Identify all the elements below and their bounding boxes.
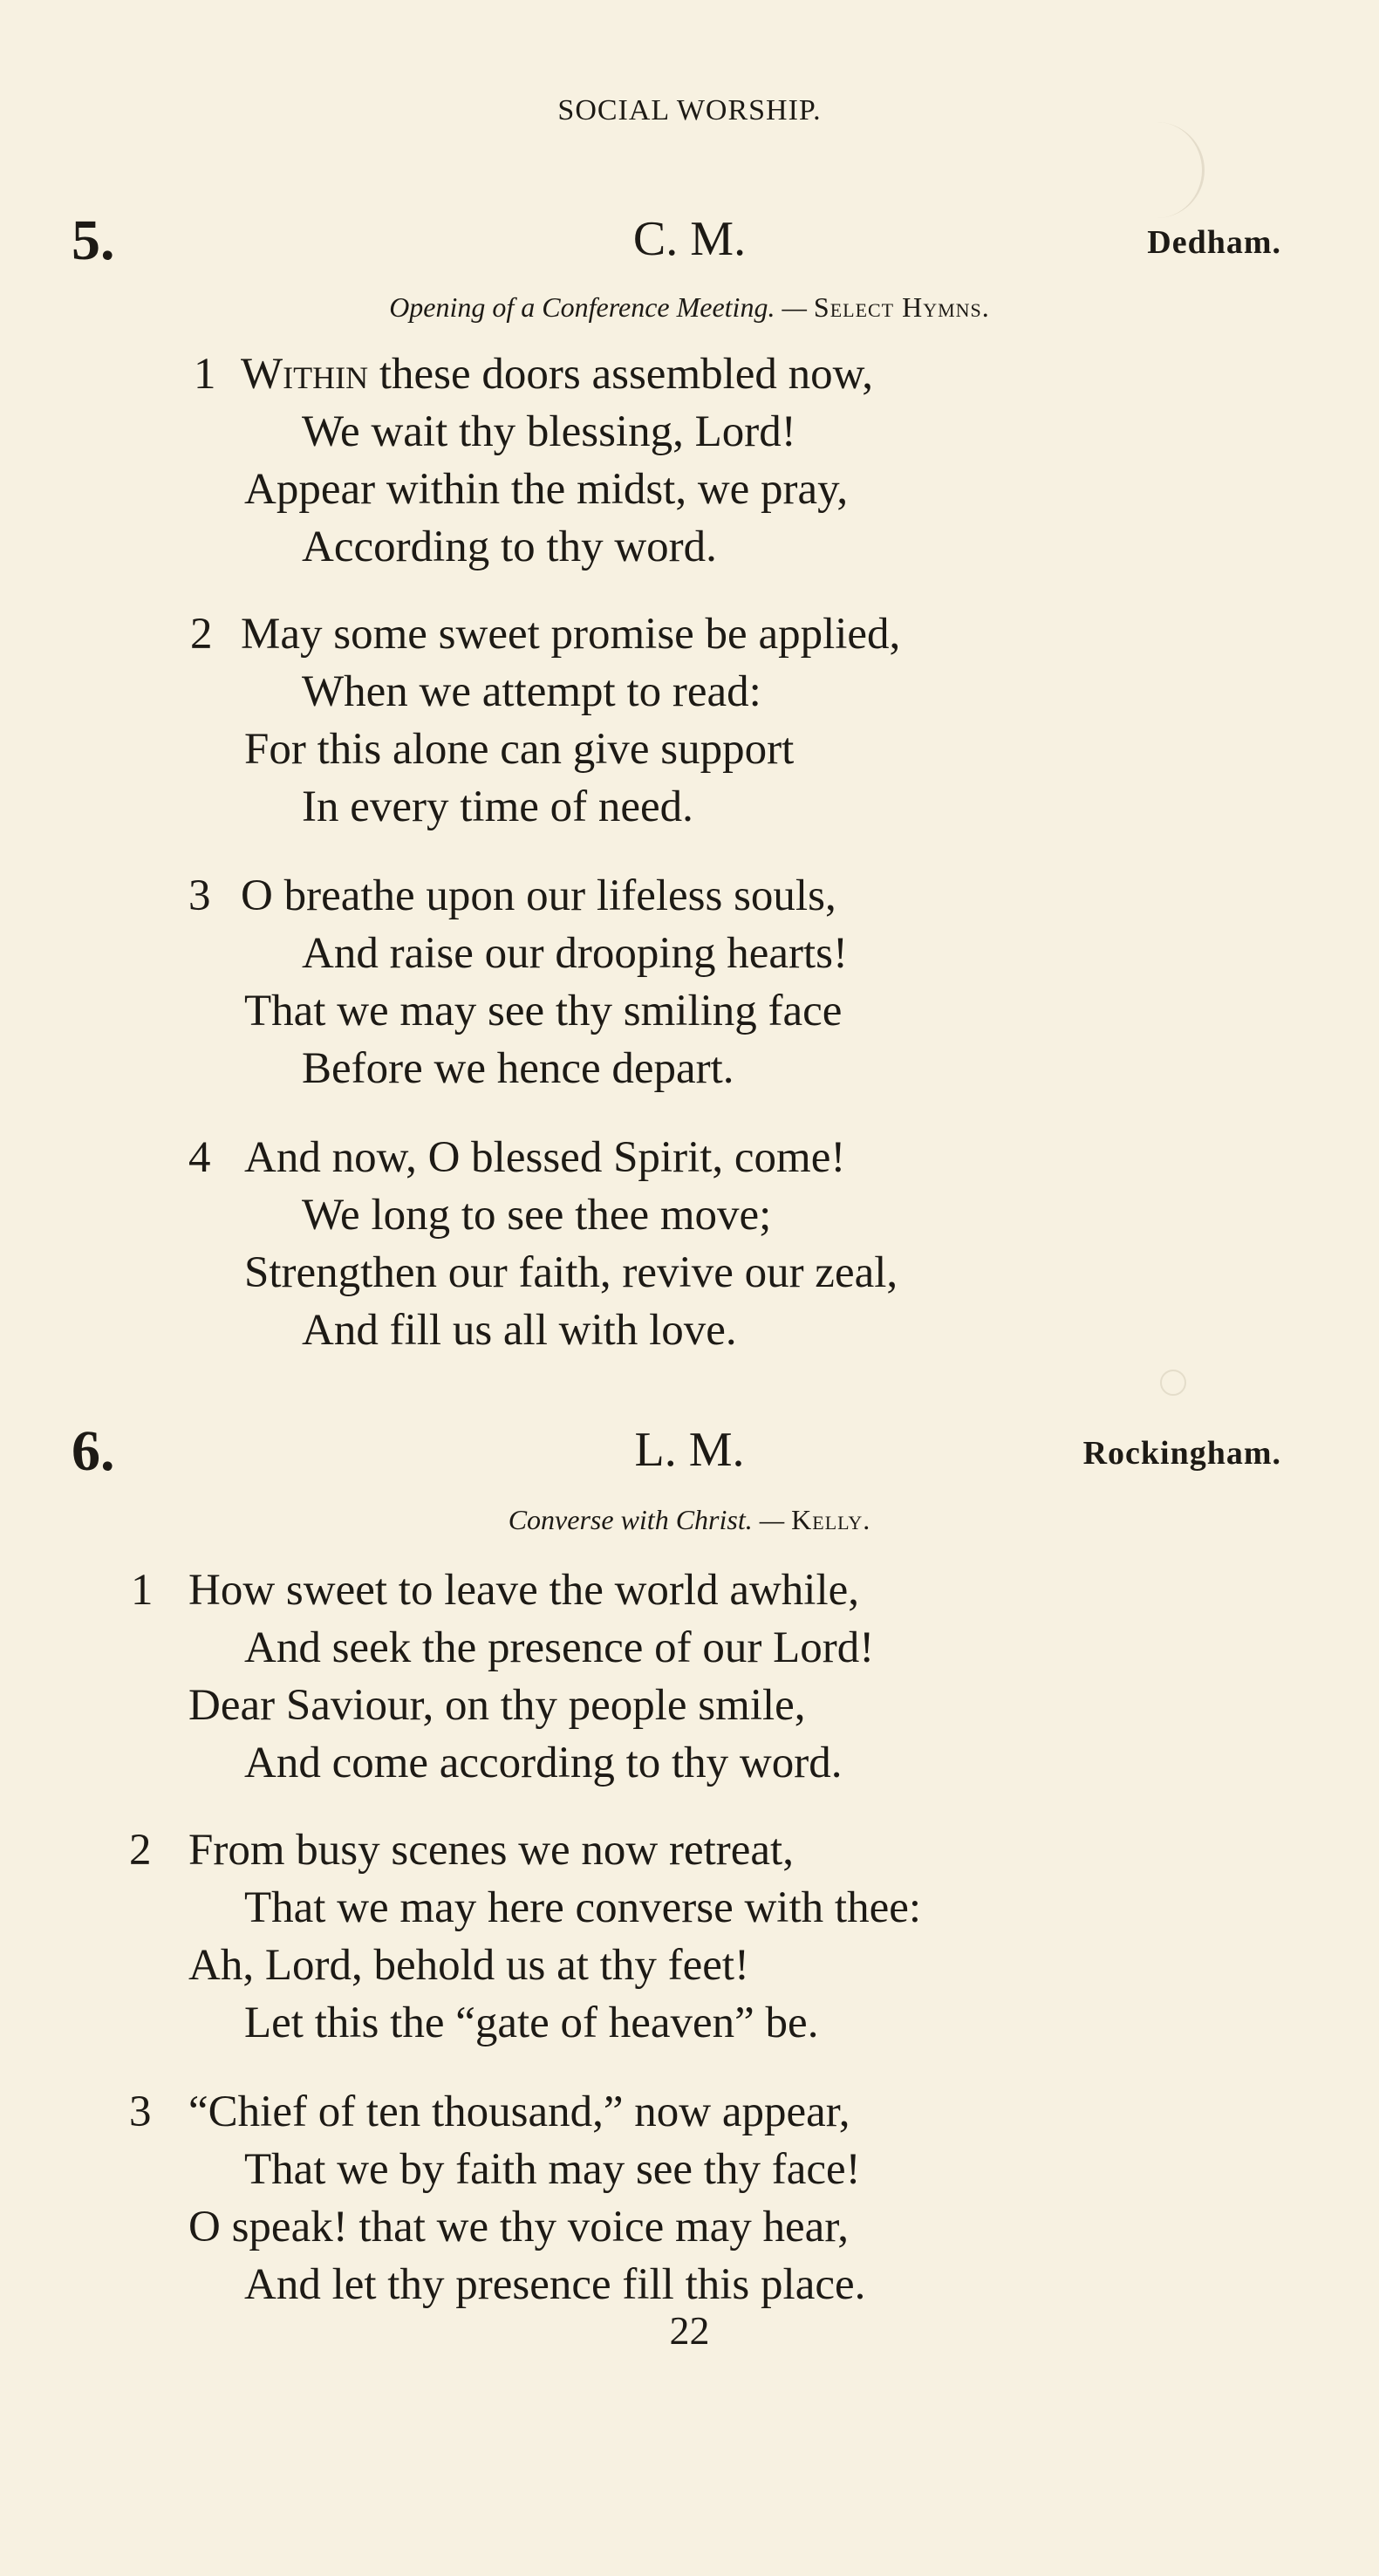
verse-text: O breathe upon our lifeless souls,: [241, 871, 836, 920]
hymn-tune: Rockingham.: [1082, 1435, 1281, 1472]
verse-line: [0, 461, 1379, 518]
hymn-author: Kelly.: [791, 1504, 871, 1535]
verse-text: May some sweet promise be applied,: [241, 610, 901, 659]
verse-text: And come according to thy word.: [244, 1739, 843, 1787]
verse-line: [0, 867, 1379, 925]
stanza-number: 1: [131, 1566, 154, 1615]
bleed-through-mark: [1106, 122, 1205, 218]
verse-text: And now, O blessed Spirit, come!: [244, 1133, 846, 1182]
verse-line: [0, 2083, 1379, 2141]
hymn-subtitle-text: Converse with Christ. —: [508, 1504, 785, 1535]
verse-text: We wait thy blessing, Lord!: [302, 407, 796, 456]
running-head: SOCIAL WORSHIP.: [557, 94, 822, 126]
verse-line: [0, 605, 1379, 663]
hymn-6-stanza-1: [0, 1561, 1379, 1792]
hymn-5-header: [0, 208, 1379, 272]
verse-text: When we attempt to read:: [302, 667, 761, 716]
verse-text: From busy scenes we now retreat,: [188, 1826, 794, 1875]
verse-text: We long to see thee move;: [302, 1191, 772, 1240]
hymn-tune: Dedham.: [1147, 224, 1281, 261]
hymn-5-stanza-1: [0, 345, 1379, 576]
verse-line: [0, 1821, 1379, 1879]
verse-text: And raise our drooping hearts!: [302, 929, 848, 978]
verse-line: [0, 2256, 1379, 2313]
hymn-number: 5.: [72, 208, 115, 272]
verse-text: Strengthen our faith, revive our zeal,: [244, 1248, 898, 1297]
verse-text: How sweet to leave the world awhile,: [188, 1566, 860, 1615]
verse-text: And let thy presence fill this place.: [244, 2260, 866, 2309]
verse-text: For this alone can give support: [244, 725, 795, 774]
verse-text: That we by faith may see thy face!: [244, 2145, 861, 2194]
hymn-6-subtitle: [0, 1504, 1379, 1536]
verse-line: [0, 1734, 1379, 1792]
verse-line: [0, 1937, 1379, 1994]
verse-line: [0, 403, 1379, 461]
verse-line: [0, 925, 1379, 982]
verse-text: That we may here converse with thee:: [244, 1883, 922, 1932]
verse-line: [0, 1244, 1379, 1302]
verse-text: O speak! that we thy voice may hear,: [188, 2203, 850, 2251]
verse-text: Before we hence depart.: [302, 1044, 734, 1093]
hymn-5-subtitle: [0, 291, 1379, 324]
verse-line: [0, 1129, 1379, 1186]
verse-text: In every time of need.: [302, 782, 693, 831]
hymn-5-stanza-3: [0, 867, 1379, 1097]
verse-line: [0, 1994, 1379, 2052]
verse-text: And seek the presence of our Lord!: [244, 1623, 875, 1672]
verse-text: these doors assembled now,: [368, 350, 873, 399]
hymn-6-header: [0, 1418, 1379, 1483]
stanza-number: 1: [194, 350, 216, 399]
verse-line: [0, 1186, 1379, 1244]
page-number: 22: [669, 2308, 710, 2353]
verse-line: [0, 663, 1379, 721]
hymn-meter: C. M.: [632, 212, 747, 266]
verse-line: [0, 1302, 1379, 1359]
verse-text: Appear within the midst, we pray,: [244, 465, 849, 514]
hymn-author: Select Hymns.: [813, 291, 990, 323]
hymn-meter: L. M.: [634, 1423, 745, 1477]
verse-text: That we may see thy smiling face: [244, 987, 843, 1035]
verse-line: [0, 1561, 1379, 1619]
verse-line: [0, 2198, 1379, 2256]
verse-line: [0, 1040, 1379, 1097]
verse-line: [0, 2141, 1379, 2198]
stanza-number: 2: [190, 610, 213, 659]
verse-text: According to thy word.: [302, 523, 717, 571]
verse-line: [0, 1619, 1379, 1677]
verse-line: [0, 1677, 1379, 1734]
hymn-5-stanza-4: [0, 1129, 1379, 1359]
verse-line: [0, 721, 1379, 778]
stanza-number: 3: [129, 2087, 152, 2136]
verse-text: And fill us all with love.: [302, 1306, 737, 1355]
verse-text: “Chief of ten thousand,” now appear,: [188, 2087, 850, 2136]
verse-line: [0, 778, 1379, 836]
hymn-5-stanza-2: [0, 605, 1379, 836]
bleed-through-mark: [1160, 1370, 1186, 1396]
hymn-6-stanza-3: [0, 2083, 1379, 2313]
verse-text: Dear Saviour, on thy people smile,: [188, 1681, 806, 1730]
first-word: Within: [241, 350, 369, 399]
hymn-subtitle-text: Opening of a Conference Meeting. —: [389, 291, 807, 323]
verse-line: [0, 345, 1379, 403]
hymn-6-stanza-2: [0, 1821, 1379, 2052]
verse-text: Let this the “gate of heaven” be.: [244, 1999, 819, 2047]
verse-text: Ah, Lord, behold us at thy feet!: [188, 1941, 750, 1990]
stanza-number: 3: [188, 871, 211, 920]
hymn-number: 6.: [72, 1419, 115, 1483]
stanza-number: 2: [129, 1826, 152, 1875]
verse-line: [0, 518, 1379, 576]
verse-line: [0, 1879, 1379, 1937]
stanza-number: 4: [188, 1133, 211, 1182]
verse-line: [0, 982, 1379, 1040]
